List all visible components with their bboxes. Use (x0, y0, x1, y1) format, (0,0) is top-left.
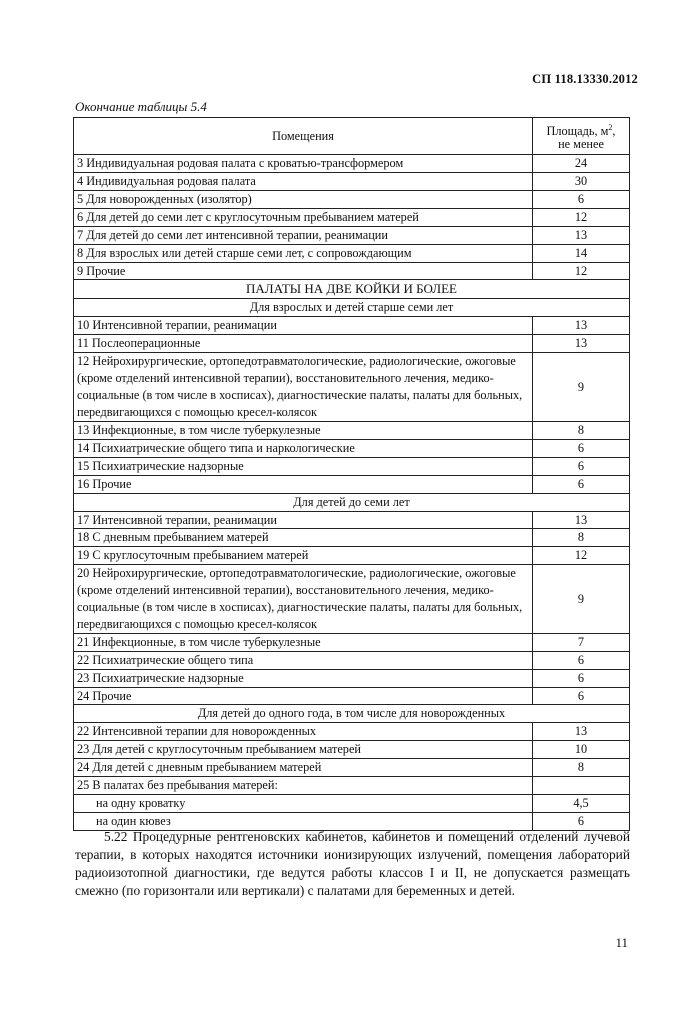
room-name: 8 Для взрослых или детей старше семи лет, с сопровождающим (74, 244, 533, 262)
room-area: 13 (533, 511, 630, 529)
table-row (74, 226, 630, 244)
table-row (74, 795, 630, 813)
section-heading-two-beds: ПАЛАТЫ НА ДВЕ КОЙКИ И БОЛЕЕ (74, 280, 630, 299)
room-name: 23 Для детей с круглосуточным пребыванием матерей (74, 741, 533, 759)
room-area: 6 (533, 457, 630, 475)
rooms-area-table (73, 117, 630, 831)
table-row (74, 741, 630, 759)
room-name: на один кювез (74, 813, 533, 831)
paragraph-5-22 (75, 828, 630, 900)
room-name: 15 Психиатрические надзорные (74, 457, 533, 475)
subsection-row (74, 299, 630, 317)
table-row (74, 669, 630, 687)
table-row (74, 457, 630, 475)
room-area: 13 (533, 317, 630, 335)
room-area: 6 (533, 813, 630, 831)
table-row (74, 173, 630, 191)
table-row (74, 759, 630, 777)
rows-group-infants (74, 723, 630, 830)
room-area (533, 777, 630, 795)
room-area: 9 (533, 565, 630, 634)
table-header-row (74, 118, 630, 155)
table-row (74, 439, 630, 457)
room-name: 12 Нейрохирургические, ортопедотравматологические, радиологические, ожоговые (кроме отделений интенсивной терапии), восстановительного лечения, медико-социальные (в том числе в хосписах), диагностические палаты, палаты для больных, передвигающихся с помощью кресел-колясок (74, 353, 533, 422)
subsection-row (74, 493, 630, 511)
table-row (74, 208, 630, 226)
room-name: 22 Психиатрические общего типа (74, 651, 533, 669)
room-area: 4,5 (533, 795, 630, 813)
table-row (74, 475, 630, 493)
room-area: 7 (533, 633, 630, 651)
subsection-adults: Для взрослых и детей старше семи лет (74, 299, 630, 317)
column-header-rooms: Помещения (74, 118, 533, 155)
table-row (74, 190, 630, 208)
room-area: 13 (533, 335, 630, 353)
table-caption: Окончание таблицы 5.4 (75, 99, 207, 114)
room-area: 8 (533, 759, 630, 777)
table-row (74, 633, 630, 651)
table-row (74, 511, 630, 529)
room-area: 12 (533, 547, 630, 565)
room-area: 12 (533, 208, 630, 226)
room-area: 13 (533, 723, 630, 741)
room-name: 17 Интенсивной терапии, реанимации (74, 511, 533, 529)
room-name: 18 С дневным пребыванием матерей (74, 529, 533, 547)
table-row (74, 723, 630, 741)
subsection-row (74, 705, 630, 723)
room-area: 14 (533, 244, 630, 262)
table-row (74, 687, 630, 705)
room-area: 30 (533, 173, 630, 191)
room-name: 3 Индивидуальная родовая палата с кроватью-трансформером (74, 155, 533, 173)
room-name: 4 Индивидуальная родовая палата (74, 173, 533, 191)
room-name: 24 Прочие (74, 687, 533, 705)
room-area: 24 (533, 155, 630, 173)
subsection-infants: Для детей до одного года, в том числе для новорожденных (74, 705, 630, 723)
table-row (74, 651, 630, 669)
room-area: 6 (533, 687, 630, 705)
subsection-children: Для детей до семи лет (74, 493, 630, 511)
rows-group-children (74, 511, 630, 705)
room-area: 6 (533, 439, 630, 457)
room-area: 6 (533, 651, 630, 669)
page-number: 11 (615, 935, 628, 950)
room-name: 13 Инфекционные, в том числе туберкулезные (74, 421, 533, 439)
table-row (74, 565, 630, 634)
room-area: 6 (533, 190, 630, 208)
room-area: 8 (533, 421, 630, 439)
room-area: 9 (533, 353, 630, 422)
table-row (74, 529, 630, 547)
room-name: 23 Психиатрические надзорные (74, 669, 533, 687)
room-area: 6 (533, 669, 630, 687)
rows-group-adults (74, 317, 630, 493)
room-area: 10 (533, 741, 630, 759)
room-name: 21 Инфекционные, в том числе туберкулезные (74, 633, 533, 651)
room-name: 24 Для детей с дневным пребыванием матерей (74, 759, 533, 777)
room-name: 16 Прочие (74, 475, 533, 493)
paragraph-text: 5.22 Процедурные рентгеновских кабинетов, кабинетов и помещений отделений лучевой терапии, в которых находятся источники ионизирующих излучений, помещения лабораторий радиоизотопной диагностики, где ведутся работы классов I и II, не допускается размещать смежно (по горизонтали или вертикали) с палатами для беременных и детей. (75, 829, 630, 898)
room-name: 7 Для детей до семи лет интенсивной терапии, реанимации (74, 226, 533, 244)
room-name: 20 Нейрохирургические, ортопедотравматологические, радиологические, ожоговые (кроме отделений интенсивной терапии), восстановительного лечения, медико-социальные (в том числе в хосписах), диагностические палаты, палаты для больных, передвигающихся с помощью кресел-колясок (74, 565, 533, 634)
room-area: 12 (533, 262, 630, 280)
room-name: 11 Послеоперационные (74, 335, 533, 353)
table-row (74, 335, 630, 353)
room-name: на одну кроватку (74, 795, 533, 813)
room-name: 22 Интенсивной терапии для новорожденных (74, 723, 533, 741)
section-row (74, 280, 630, 299)
room-area: 6 (533, 475, 630, 493)
room-name: 10 Интенсивной терапии, реанимации (74, 317, 533, 335)
room-name: 9 Прочие (74, 262, 533, 280)
table-row (74, 777, 630, 795)
table-row (74, 421, 630, 439)
document-code: СП 118.13330.2012 (532, 72, 638, 86)
column-header-area: Площадь, $м^2$, не менее (533, 118, 630, 155)
room-name: 5 Для новорожденных (изолятор) (74, 190, 533, 208)
room-name: 14 Психиатрические общего типа и наркологические (74, 439, 533, 457)
room-name: 19 С круглосуточным пребыванием матерей (74, 547, 533, 565)
table-row (74, 155, 630, 173)
room-name: 25 В палатах без пребывания матерей: (74, 777, 533, 795)
room-area: 13 (533, 226, 630, 244)
table-row (74, 317, 630, 335)
table-row (74, 353, 630, 422)
table-row (74, 262, 630, 280)
table-row (74, 547, 630, 565)
table-row (74, 244, 630, 262)
rows-group-single (74, 155, 630, 280)
room-name: 6 Для детей до семи лет с круглосуточным пребыванием матерей (74, 208, 533, 226)
room-area: 8 (533, 529, 630, 547)
